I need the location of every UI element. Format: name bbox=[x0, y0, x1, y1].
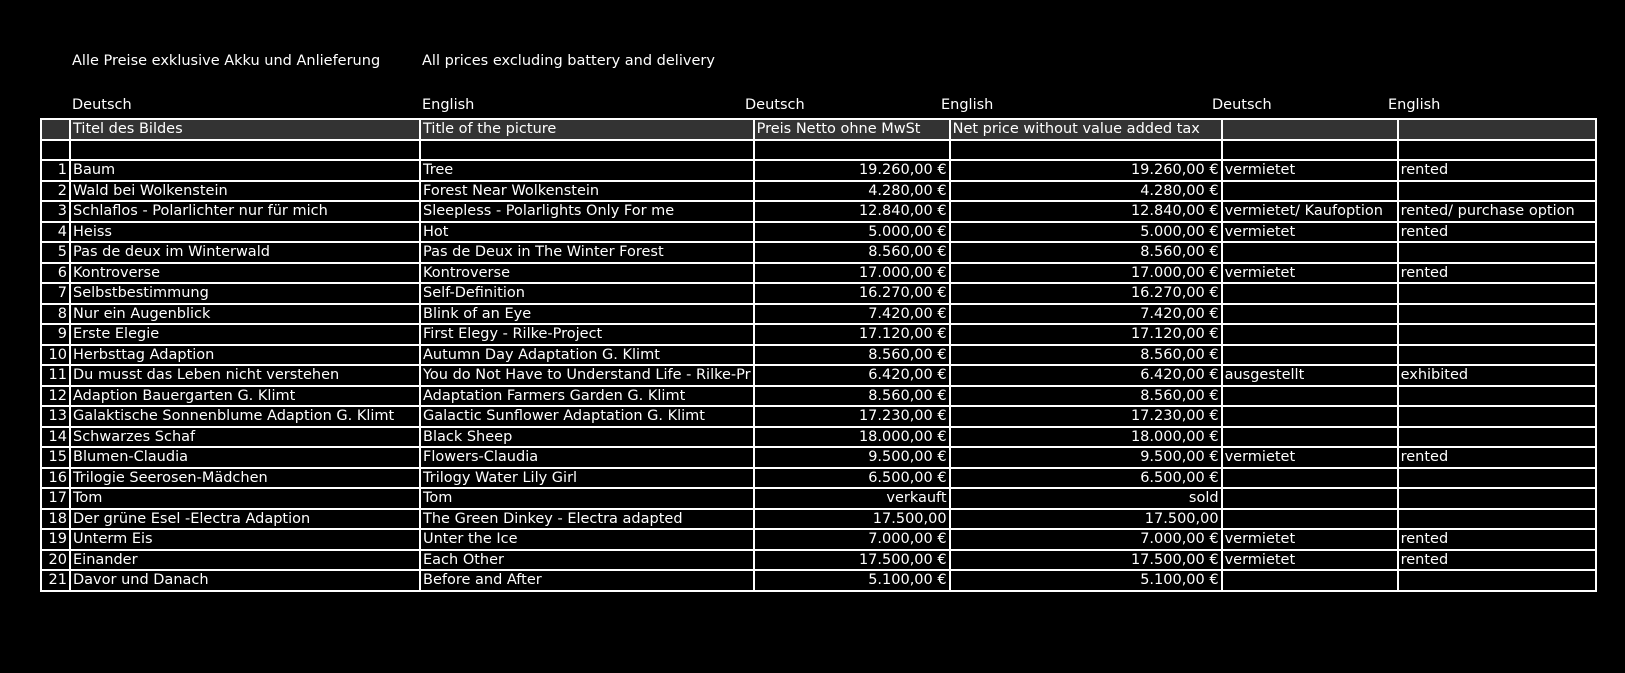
cell-number[interactable]: 17 bbox=[41, 488, 70, 509]
cell-price-de[interactable]: verkauft bbox=[754, 488, 950, 509]
cell-status-de[interactable] bbox=[1222, 242, 1398, 263]
cell-status-en[interactable]: rented bbox=[1398, 447, 1596, 468]
table-row bbox=[41, 181, 1596, 202]
cell-status-en[interactable]: rented bbox=[1398, 263, 1596, 284]
cell-price-en[interactable]: 8.560,00 € bbox=[950, 345, 1222, 366]
cell-price-de[interactable]: 17.500,00 bbox=[754, 509, 950, 530]
cell-price-de[interactable]: 17.230,00 € bbox=[754, 406, 950, 427]
cell-number[interactable]: 4 bbox=[41, 222, 70, 243]
cell-title-en[interactable]: The Green Dinkey - Electra adapted bbox=[420, 509, 754, 530]
table-row bbox=[41, 365, 1596, 386]
cell-status-de[interactable] bbox=[1222, 386, 1398, 407]
cell-status-en[interactable] bbox=[1398, 283, 1596, 304]
cell-title-de[interactable]: Schwarzes Schaf bbox=[70, 427, 420, 448]
cell-number[interactable]: 15 bbox=[41, 447, 70, 468]
cell-status-de[interactable]: vermietet bbox=[1222, 263, 1398, 284]
cell-status-en[interactable] bbox=[1398, 509, 1596, 530]
cell-title-en[interactable]: Tom bbox=[420, 488, 754, 509]
cell-title-de[interactable]: Du musst das Leben nicht verstehen bbox=[70, 365, 420, 386]
cell-price-de[interactable]: 4.280,00 € bbox=[754, 181, 950, 202]
cell-price-de[interactable]: 17.500,00 € bbox=[754, 550, 950, 571]
table-row bbox=[41, 488, 1596, 509]
cell-title-de[interactable]: Trilogie Seerosen-Mädchen bbox=[70, 468, 420, 489]
cell-price-en[interactable]: 17.500,00 € bbox=[950, 550, 1222, 571]
cell-price-de[interactable]: 9.500,00 € bbox=[754, 447, 950, 468]
table-row bbox=[41, 283, 1596, 304]
cell-status-en[interactable] bbox=[1398, 406, 1596, 427]
cell-number[interactable]: 11 bbox=[41, 365, 70, 386]
cell-title-en[interactable]: Sleepless - Polarlights Only For me bbox=[420, 201, 754, 222]
cell-status-de[interactable] bbox=[1222, 488, 1398, 509]
cell-status-en[interactable]: rented/ purchase option bbox=[1398, 201, 1596, 222]
cell-number[interactable]: 7 bbox=[41, 283, 70, 304]
cell-status-de[interactable] bbox=[1222, 345, 1398, 366]
empty-cell[interactable] bbox=[420, 140, 754, 161]
header-cell-status-de[interactable] bbox=[1222, 119, 1398, 140]
header-cell-price-en[interactable]: Net price without value added tax bbox=[950, 119, 1222, 140]
note-german: Alle Preise exklusive Akku und Anlieferung bbox=[72, 53, 381, 69]
language-label-status-en: English bbox=[1388, 97, 1441, 113]
cell-title-en[interactable]: Trilogy Water Lily Girl bbox=[420, 468, 754, 489]
cell-status-de[interactable]: vermietet bbox=[1222, 222, 1398, 243]
header-row bbox=[41, 119, 1596, 140]
cell-status-en[interactable] bbox=[1398, 181, 1596, 202]
header-cell-title-en[interactable]: Title of the picture bbox=[420, 119, 754, 140]
cell-title-de[interactable]: Erste Elegie bbox=[70, 324, 420, 345]
cell-status-de[interactable] bbox=[1222, 283, 1398, 304]
cell-status-de[interactable]: vermietet bbox=[1222, 447, 1398, 468]
cell-status-de[interactable] bbox=[1222, 181, 1398, 202]
table-row bbox=[41, 529, 1596, 550]
language-label-status-de: Deutsch bbox=[1212, 97, 1272, 113]
cell-number[interactable]: 20 bbox=[41, 550, 70, 571]
cell-price-en[interactable]: 5.100,00 € bbox=[950, 570, 1222, 591]
cell-number[interactable]: 10 bbox=[41, 345, 70, 366]
empty-cell[interactable] bbox=[754, 140, 950, 161]
cell-price-en[interactable]: 17.000,00 € bbox=[950, 263, 1222, 284]
cell-status-de[interactable] bbox=[1222, 468, 1398, 489]
cell-title-en[interactable]: You do Not Have to Understand Life - Rilke-Pr bbox=[420, 365, 754, 386]
table-row bbox=[41, 468, 1596, 489]
cell-price-en[interactable]: 16.270,00 € bbox=[950, 283, 1222, 304]
cell-price-de[interactable]: 6.420,00 € bbox=[754, 365, 950, 386]
cell-price-de[interactable]: 6.500,00 € bbox=[754, 468, 950, 489]
note-english: All prices excluding battery and delivery bbox=[422, 53, 715, 69]
cell-price-de[interactable]: 16.270,00 € bbox=[754, 283, 950, 304]
cell-title-de[interactable]: Herbsttag Adaption bbox=[70, 345, 420, 366]
cell-title-de[interactable]: Selbstbestimmung bbox=[70, 283, 420, 304]
cell-status-en[interactable]: rented bbox=[1398, 160, 1596, 181]
cell-price-en[interactable]: 7.420,00 € bbox=[950, 304, 1222, 325]
cell-status-en[interactable] bbox=[1398, 570, 1596, 591]
cell-number[interactable]: 16 bbox=[41, 468, 70, 489]
cell-price-de[interactable]: 7.000,00 € bbox=[754, 529, 950, 550]
table-row bbox=[41, 222, 1596, 243]
cell-title-en[interactable]: Galactic Sunflower Adaptation G. Klimt bbox=[420, 406, 754, 427]
empty-cell[interactable] bbox=[41, 140, 70, 161]
header-cell-title-de[interactable]: Titel des Bildes bbox=[70, 119, 420, 140]
cell-status-en[interactable] bbox=[1398, 304, 1596, 325]
language-label-title-de: Deutsch bbox=[72, 97, 132, 113]
cell-price-de[interactable]: 7.420,00 € bbox=[754, 304, 950, 325]
empty-cell[interactable] bbox=[950, 140, 1222, 161]
cell-number[interactable]: 6 bbox=[41, 263, 70, 284]
table-row bbox=[41, 570, 1596, 591]
cell-price-de[interactable]: 17.120,00 € bbox=[754, 324, 950, 345]
table-row bbox=[41, 550, 1596, 571]
cell-status-en[interactable]: exhibited bbox=[1398, 365, 1596, 386]
cell-number[interactable]: 21 bbox=[41, 570, 70, 591]
cell-number[interactable]: 9 bbox=[41, 324, 70, 345]
header-cell-status-en[interactable] bbox=[1398, 119, 1596, 140]
cell-status-de[interactable] bbox=[1222, 304, 1398, 325]
cell-price-en[interactable]: 19.260,00 € bbox=[950, 160, 1222, 181]
cell-status-en[interactable]: rented bbox=[1398, 222, 1596, 243]
cell-title-de[interactable]: Schlaflos - Polarlichter nur für mich bbox=[70, 201, 420, 222]
cell-title-de[interactable]: Blumen-Claudia bbox=[70, 447, 420, 468]
cell-price-de[interactable]: 19.260,00 € bbox=[754, 160, 950, 181]
table-row bbox=[41, 201, 1596, 222]
cell-title-en[interactable]: Autumn Day Adaptation G. Klimt bbox=[420, 345, 754, 366]
cell-status-de[interactable]: ausgestellt bbox=[1222, 365, 1398, 386]
language-label-price-en: English bbox=[941, 97, 994, 113]
header-cell-price-de[interactable]: Preis Netto ohne MwSt bbox=[754, 119, 950, 140]
cell-number[interactable]: 12 bbox=[41, 386, 70, 407]
cell-number[interactable]: 19 bbox=[41, 529, 70, 550]
cell-price-en[interactable]: 17.230,00 € bbox=[950, 406, 1222, 427]
cell-status-de[interactable] bbox=[1222, 406, 1398, 427]
cell-price-en[interactable]: 17.500,00 bbox=[950, 509, 1222, 530]
cell-price-en[interactable]: 12.840,00 € bbox=[950, 201, 1222, 222]
table-row bbox=[41, 386, 1596, 407]
cell-status-en[interactable] bbox=[1398, 488, 1596, 509]
cell-title-en[interactable]: Blink of an Eye bbox=[420, 304, 754, 325]
cell-price-de[interactable]: 5.100,00 € bbox=[754, 570, 950, 591]
cell-title-de[interactable]: Unterm Eis bbox=[70, 529, 420, 550]
cell-price-de[interactable]: 18.000,00 € bbox=[754, 427, 950, 448]
cell-price-de[interactable]: 12.840,00 € bbox=[754, 201, 950, 222]
language-label-price-de: Deutsch bbox=[745, 97, 805, 113]
cell-number[interactable]: 5 bbox=[41, 242, 70, 263]
cell-number[interactable]: 3 bbox=[41, 201, 70, 222]
cell-title-de[interactable]: Heiss bbox=[70, 222, 420, 243]
cell-title-en[interactable]: Forest Near Wolkenstein bbox=[420, 181, 754, 202]
cell-price-en[interactable]: 5.000,00 € bbox=[950, 222, 1222, 243]
cell-title-de[interactable]: Davor und Danach bbox=[70, 570, 420, 591]
cell-status-de[interactable] bbox=[1222, 324, 1398, 345]
empty-cell[interactable] bbox=[1398, 140, 1596, 161]
cell-price-de[interactable]: 8.560,00 € bbox=[754, 345, 950, 366]
cell-title-en[interactable]: Each Other bbox=[420, 550, 754, 571]
cell-status-de[interactable]: vermietet bbox=[1222, 529, 1398, 550]
cell-number[interactable]: 8 bbox=[41, 304, 70, 325]
cell-status-en[interactable] bbox=[1398, 427, 1596, 448]
cell-title-de[interactable]: Galaktische Sonnenblume Adaption G. Klimt bbox=[70, 406, 420, 427]
empty-cell[interactable] bbox=[1222, 140, 1398, 161]
cell-title-en[interactable]: Before and After bbox=[420, 570, 754, 591]
cell-title-de[interactable]: Adaption Bauergarten G. Klimt bbox=[70, 386, 420, 407]
table-row bbox=[41, 304, 1596, 325]
cell-title-de[interactable]: Kontroverse bbox=[70, 263, 420, 284]
cell-status-de[interactable] bbox=[1222, 509, 1398, 530]
empty-cell[interactable] bbox=[70, 140, 420, 161]
table-row bbox=[41, 263, 1596, 284]
cell-status-en[interactable] bbox=[1398, 345, 1596, 366]
cell-title-en[interactable]: Pas de Deux in The Winter Forest bbox=[420, 242, 754, 263]
cell-price-en[interactable]: 7.000,00 € bbox=[950, 529, 1222, 550]
cell-price-en[interactable]: 6.500,00 € bbox=[950, 468, 1222, 489]
table-row bbox=[41, 406, 1596, 427]
header-cell-number[interactable] bbox=[41, 119, 70, 140]
cell-price-en[interactable]: 8.560,00 € bbox=[950, 242, 1222, 263]
cell-title-en[interactable]: Kontroverse bbox=[420, 263, 754, 284]
language-label-title-en: English bbox=[422, 97, 475, 113]
cell-status-en[interactable] bbox=[1398, 324, 1596, 345]
cell-number[interactable]: 13 bbox=[41, 406, 70, 427]
cell-number[interactable]: 14 bbox=[41, 427, 70, 448]
cell-price-de[interactable]: 8.560,00 € bbox=[754, 242, 950, 263]
cell-title-de[interactable]: Nur ein Augenblick bbox=[70, 304, 420, 325]
cell-price-en[interactable]: 6.420,00 € bbox=[950, 365, 1222, 386]
cell-price-de[interactable]: 17.000,00 € bbox=[754, 263, 950, 284]
cell-title-en[interactable]: Self-Definition bbox=[420, 283, 754, 304]
cell-number[interactable]: 1 bbox=[41, 160, 70, 181]
table-row bbox=[41, 509, 1596, 530]
cell-title-de[interactable]: Baum bbox=[70, 160, 420, 181]
cell-status-en[interactable] bbox=[1398, 242, 1596, 263]
cell-status-de[interactable] bbox=[1222, 570, 1398, 591]
cell-title-en[interactable]: Adaptation Farmers Garden G. Klimt bbox=[420, 386, 754, 407]
cell-price-en[interactable]: 18.000,00 € bbox=[950, 427, 1222, 448]
cell-title-en[interactable]: Black Sheep bbox=[420, 427, 754, 448]
cell-title-de[interactable]: Tom bbox=[70, 488, 420, 509]
cell-status-en[interactable]: rented bbox=[1398, 529, 1596, 550]
cell-title-en[interactable]: Tree bbox=[420, 160, 754, 181]
cell-price-en[interactable]: 8.560,00 € bbox=[950, 386, 1222, 407]
cell-status-en[interactable] bbox=[1398, 386, 1596, 407]
cell-price-de[interactable]: 8.560,00 € bbox=[754, 386, 950, 407]
cell-status-en[interactable]: rented bbox=[1398, 550, 1596, 571]
cell-title-de[interactable]: Einander bbox=[70, 550, 420, 571]
cell-title-de[interactable]: Pas de deux im Winterwald bbox=[70, 242, 420, 263]
cell-title-en[interactable]: First Elegy - Rilke-Project bbox=[420, 324, 754, 345]
table-row bbox=[41, 345, 1596, 366]
cell-title-en[interactable]: Hot bbox=[420, 222, 754, 243]
cell-status-de[interactable]: vermietet bbox=[1222, 550, 1398, 571]
spacer-row bbox=[41, 140, 1596, 161]
cell-price-de[interactable]: 5.000,00 € bbox=[754, 222, 950, 243]
cell-number[interactable]: 2 bbox=[41, 181, 70, 202]
table-row bbox=[41, 427, 1596, 448]
price-list-table bbox=[40, 118, 1597, 592]
table-row bbox=[41, 160, 1596, 181]
cell-status-de[interactable]: vermietet/ Kaufoption bbox=[1222, 201, 1398, 222]
cell-price-en[interactable]: sold bbox=[950, 488, 1222, 509]
cell-status-en[interactable] bbox=[1398, 468, 1596, 489]
table-row bbox=[41, 324, 1596, 345]
cell-status-de[interactable]: vermietet bbox=[1222, 160, 1398, 181]
table-row bbox=[41, 447, 1596, 468]
cell-price-en[interactable]: 4.280,00 € bbox=[950, 181, 1222, 202]
cell-status-de[interactable] bbox=[1222, 427, 1398, 448]
cell-price-en[interactable]: 9.500,00 € bbox=[950, 447, 1222, 468]
cell-number[interactable]: 18 bbox=[41, 509, 70, 530]
table-row bbox=[41, 242, 1596, 263]
cell-price-en[interactable]: 17.120,00 € bbox=[950, 324, 1222, 345]
cell-title-de[interactable]: Der grüne Esel -Electra Adaption bbox=[70, 509, 420, 530]
cell-title-en[interactable]: Unter the Ice bbox=[420, 529, 754, 550]
cell-title-de[interactable]: Wald bei Wolkenstein bbox=[70, 181, 420, 202]
cell-title-en[interactable]: Flowers-Claudia bbox=[420, 447, 754, 468]
